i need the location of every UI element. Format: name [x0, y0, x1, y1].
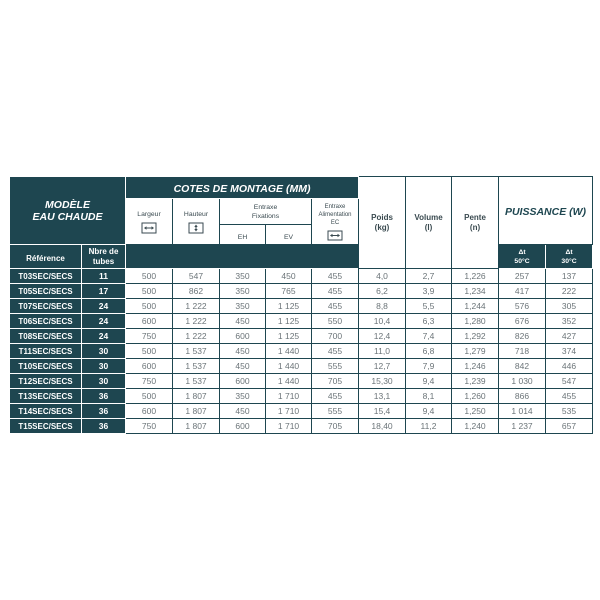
tubes-header — [82, 245, 126, 269]
table-row — [10, 329, 593, 344]
ec-cell: 705 — [312, 419, 359, 434]
poids-cell: 15,4 — [359, 404, 406, 419]
eh-cell: 350 — [220, 299, 266, 314]
p30-cell: 305 — [546, 299, 593, 314]
model-title-cell — [10, 177, 126, 245]
poids-cell: 12,4 — [359, 329, 406, 344]
eh-label: EH — [237, 233, 248, 241]
eh-cell: 600 — [220, 329, 266, 344]
p50-cell: 576 — [499, 299, 546, 314]
spec-table-container — [9, 176, 592, 434]
pente-cell: 1,234 — [452, 284, 499, 299]
hauteur-header — [173, 199, 220, 245]
poids-cell: 8,8 — [359, 299, 406, 314]
hauteur-cell: 1 537 — [173, 359, 220, 374]
poids-cell: 4,0 — [359, 269, 406, 284]
eh-cell: 450 — [220, 359, 266, 374]
table-row — [10, 404, 593, 419]
entraxe-fixations-header — [220, 199, 312, 225]
table-row — [10, 314, 593, 329]
volume-unit: (l) — [424, 222, 433, 232]
spec-table-body — [10, 269, 593, 434]
pente-cell: 1,280 — [452, 314, 499, 329]
ec-cell: 555 — [312, 404, 359, 419]
tubes-cell: 36 — [82, 404, 126, 419]
tubes-cell: 11 — [82, 269, 126, 284]
volume-cell: 5,5 — [406, 299, 452, 314]
volume-header — [406, 177, 452, 269]
reference-cell: T05SEC/SECS — [10, 284, 82, 299]
poids-cell: 6,2 — [359, 284, 406, 299]
poids-cell: 13,1 — [359, 389, 406, 404]
table-row — [10, 419, 593, 434]
p50-cell: 1 014 — [499, 404, 546, 419]
pente-cell: 1,226 — [452, 269, 499, 284]
reference-cell: T13SEC/SECS — [10, 389, 82, 404]
hauteur-cell: 1 537 — [173, 344, 220, 359]
volume-cell: 6,8 — [406, 344, 452, 359]
largeur-cell: 750 — [126, 329, 173, 344]
pente-cell: 1,239 — [452, 374, 499, 389]
tubes-cell: 30 — [82, 374, 126, 389]
ec-cell: 555 — [312, 359, 359, 374]
ev-label: EV — [283, 233, 294, 241]
tubes-cell: 24 — [82, 329, 126, 344]
table-row — [10, 374, 593, 389]
p50-cell: 866 — [499, 389, 546, 404]
entraxe-fix-label-1: Entraxe — [253, 203, 278, 211]
largeur-cell: 500 — [126, 269, 173, 284]
ec-cell: 700 — [312, 329, 359, 344]
eh-header — [220, 225, 266, 245]
p50-cell: 826 — [499, 329, 546, 344]
eh-cell: 600 — [220, 374, 266, 389]
eh-cell: 450 — [220, 344, 266, 359]
table-row — [10, 269, 593, 284]
eh-cell: 350 — [220, 389, 266, 404]
tubes-cell: 24 — [82, 299, 126, 314]
dt50-symbol: Δt — [518, 248, 526, 256]
volume-cell: 7,4 — [406, 329, 452, 344]
table-row — [10, 344, 593, 359]
ev-cell: 1 710 — [266, 389, 312, 404]
tubes-cell: 30 — [82, 359, 126, 374]
ec-cell: 705 — [312, 374, 359, 389]
entraxe-alim-label-1: Entraxe — [324, 203, 346, 210]
ev-cell: 765 — [266, 284, 312, 299]
pente-cell: 1,246 — [452, 359, 499, 374]
volume-cell: 11,2 — [406, 419, 452, 434]
ec-cell: 455 — [312, 344, 359, 359]
pente-cell: 1,279 — [452, 344, 499, 359]
tubes-label-2: tubes — [92, 256, 115, 266]
p50-cell: 1 030 — [499, 374, 546, 389]
p30-cell: 427 — [546, 329, 593, 344]
mounting-title: COTES DE MONTAGE (MM) — [173, 182, 311, 195]
reference-label: Référence — [26, 253, 65, 263]
eh-cell: 350 — [220, 269, 266, 284]
pente-cell: 1,250 — [452, 404, 499, 419]
hauteur-label: Hauteur — [183, 210, 209, 218]
ev-cell: 1 125 — [266, 314, 312, 329]
table-row — [10, 299, 593, 314]
ec-cell: 455 — [312, 284, 359, 299]
pente-unit: (n) — [469, 222, 481, 232]
ec-cell: 550 — [312, 314, 359, 329]
ev-cell: 450 — [266, 269, 312, 284]
pente-label: Pente — [464, 212, 486, 222]
entraxe-fix-label-2: Fixations — [251, 212, 280, 220]
p50-cell: 1 237 — [499, 419, 546, 434]
poids-cell: 18,40 — [359, 419, 406, 434]
p30-cell: 222 — [546, 284, 593, 299]
p30-cell: 547 — [546, 374, 593, 389]
width-arrow-icon — [141, 222, 157, 234]
largeur-cell: 600 — [126, 359, 173, 374]
model-title-line2: EAU CHAUDE — [32, 210, 103, 223]
spec-table — [9, 176, 593, 434]
poids-cell: 11,0 — [359, 344, 406, 359]
largeur-cell: 600 — [126, 314, 173, 329]
table-row — [10, 284, 593, 299]
hauteur-cell: 1 807 — [173, 419, 220, 434]
poids-header — [359, 177, 406, 269]
p30-cell: 535 — [546, 404, 593, 419]
p30-cell: 446 — [546, 359, 593, 374]
largeur-cell: 500 — [126, 299, 173, 314]
table-row — [10, 359, 593, 374]
eh-cell: 350 — [220, 284, 266, 299]
dt50-header — [499, 245, 546, 269]
poids-cell: 10,4 — [359, 314, 406, 329]
tubes-cell: 36 — [82, 389, 126, 404]
reference-cell: T14SEC/SECS — [10, 404, 82, 419]
ev-cell: 1 125 — [266, 299, 312, 314]
tubes-cell: 36 — [82, 419, 126, 434]
volume-cell: 7,9 — [406, 359, 452, 374]
largeur-cell: 500 — [126, 389, 173, 404]
ec-cell: 455 — [312, 299, 359, 314]
model-title-line1: MODÈLE — [45, 198, 90, 211]
mounting-subheader-fill — [126, 245, 359, 269]
pente-cell: 1,240 — [452, 419, 499, 434]
tubes-label-1: Nbre de — [88, 246, 119, 256]
dt30-symbol: Δt — [565, 248, 573, 256]
ev-cell: 1 440 — [266, 374, 312, 389]
tubes-cell: 30 — [82, 344, 126, 359]
pente-cell: 1,260 — [452, 389, 499, 404]
ev-cell: 1 710 — [266, 404, 312, 419]
largeur-header — [126, 199, 173, 245]
ev-cell: 1 125 — [266, 329, 312, 344]
largeur-cell: 750 — [126, 419, 173, 434]
eh-cell: 450 — [220, 404, 266, 419]
hauteur-cell: 1 222 — [173, 314, 220, 329]
volume-cell: 3,9 — [406, 284, 452, 299]
p50-cell: 417 — [499, 284, 546, 299]
ec-cell: 455 — [312, 269, 359, 284]
hauteur-cell: 1 222 — [173, 299, 220, 314]
volume-cell: 2,7 — [406, 269, 452, 284]
volume-cell: 8,1 — [406, 389, 452, 404]
hauteur-cell: 1 537 — [173, 374, 220, 389]
hauteur-cell: 1 807 — [173, 389, 220, 404]
volume-label: Volume — [414, 212, 443, 222]
p50-cell: 257 — [499, 269, 546, 284]
reference-header — [10, 245, 82, 269]
p50-cell: 842 — [499, 359, 546, 374]
ev-cell: 1 440 — [266, 359, 312, 374]
feed-spacing-icon — [327, 230, 343, 241]
dt30-temp: 30°C — [561, 257, 577, 265]
hauteur-cell: 1 222 — [173, 329, 220, 344]
poids-label: Poids — [371, 212, 393, 222]
largeur-cell: 750 — [126, 374, 173, 389]
entraxe-alim-label-2: Alimentation — [318, 211, 352, 218]
pente-cell: 1,292 — [452, 329, 499, 344]
hauteur-cell: 1 807 — [173, 404, 220, 419]
largeur-cell: 500 — [126, 284, 173, 299]
reference-cell: T03SEC/SECS — [10, 269, 82, 284]
ev-header — [266, 225, 312, 245]
tubes-cell: 17 — [82, 284, 126, 299]
puissance-title-cell — [499, 177, 593, 245]
largeur-label: Largeur — [137, 210, 161, 218]
pente-header — [452, 177, 499, 269]
table-row — [10, 389, 593, 404]
p30-cell: 455 — [546, 389, 593, 404]
reference-cell: T07SEC/SECS — [10, 299, 82, 314]
entraxe-alim-label-3: EC — [330, 219, 340, 226]
volume-cell: 9,4 — [406, 404, 452, 419]
p30-cell: 657 — [546, 419, 593, 434]
ev-cell: 1 710 — [266, 419, 312, 434]
mounting-title-cell — [126, 177, 359, 199]
puissance-title: PUISSANCE (W) — [504, 205, 587, 218]
dt30-header — [546, 245, 593, 269]
pente-cell: 1,244 — [452, 299, 499, 314]
hauteur-cell: 547 — [173, 269, 220, 284]
poids-cell: 15,30 — [359, 374, 406, 389]
p50-cell: 718 — [499, 344, 546, 359]
largeur-cell: 600 — [126, 404, 173, 419]
eh-cell: 600 — [220, 419, 266, 434]
entraxe-alimentation-header — [312, 199, 359, 245]
reference-cell: T06SEC/SECS — [10, 314, 82, 329]
p30-cell: 137 — [546, 269, 593, 284]
hauteur-cell: 862 — [173, 284, 220, 299]
dt50-temp: 50°C — [514, 257, 530, 265]
reference-cell: T10SEC/SECS — [10, 359, 82, 374]
largeur-cell: 500 — [126, 344, 173, 359]
p30-cell: 374 — [546, 344, 593, 359]
volume-cell: 9,4 — [406, 374, 452, 389]
ev-cell: 1 440 — [266, 344, 312, 359]
ec-cell: 455 — [312, 389, 359, 404]
reference-cell: T11SEC/SECS — [10, 344, 82, 359]
volume-cell: 6,3 — [406, 314, 452, 329]
poids-cell: 12,7 — [359, 359, 406, 374]
p50-cell: 676 — [499, 314, 546, 329]
eh-cell: 450 — [220, 314, 266, 329]
height-arrow-icon — [188, 222, 204, 234]
reference-cell: T08SEC/SECS — [10, 329, 82, 344]
p30-cell: 352 — [546, 314, 593, 329]
poids-unit: (kg) — [374, 222, 390, 232]
reference-cell: T12SEC/SECS — [10, 374, 82, 389]
reference-cell: T15SEC/SECS — [10, 419, 82, 434]
tubes-cell: 24 — [82, 314, 126, 329]
